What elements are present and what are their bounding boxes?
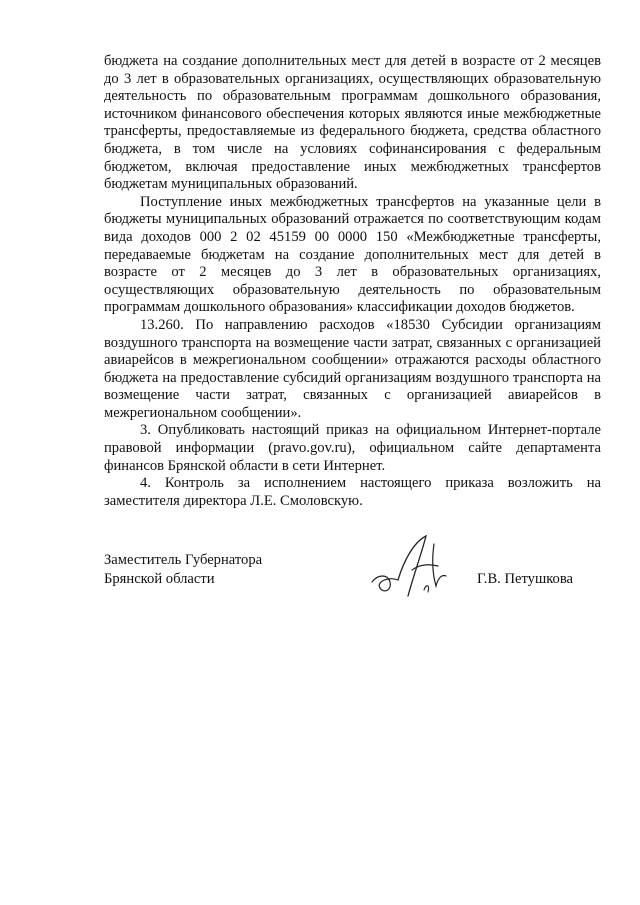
paragraph-budget-continuation: бюджета на создание дополнительных мест для детей в возрасте от 2 месяцев до 3 лет в образовательных организациях, осуществляющих образовательную деятельность по образовательным программам дошкольного образования, источником финансового обеспечения которых являются иные межбюджетные трансферты, предоставляемые из федерального бюджета, средства областного бюджета, в том числе на условиях софинансирования с федеральным бюджетом, включая предоставление иных межбюджетных трансфертов бюджетам муниципальных образований. — [104, 53, 601, 193]
paragraph-13-260: 13.260. По направлению расходов «18530 Субсидии организациям воздушного транспорта на возмещение части затрат, связанных с организацией авиарейсов в межрегиональном сообщении» отражаются расходы областного бюджета на предоставление субсидий организациям воздушного транспорта на возмещение части затрат, связанных с организацией авиарейсов в межрегиональном сообщении». — [104, 316, 601, 421]
paragraph-item-4-control: 4. Контроль за исполнением настоящего приказа возложить на заместителя директора Л.Е. Смоловскую. — [104, 475, 601, 509]
signatory-name: Г.В. Петушкова — [477, 571, 574, 587]
signatory-position-line1: Заместитель Губернатора — [104, 552, 263, 568]
signatory-position-line2: Брянской области — [104, 571, 215, 587]
paragraph-item-3-publish: 3. Опубликовать настоящий приказ на официальном Интернет-портале правовой информации (pravo.gov.ru), официальном сайте департамента финансов Брянской области в сети Интернет. — [104, 422, 601, 474]
paragraph-transfer-receipts: Поступление иных межбюджетных трансфертов на указанные цели в бюджеты муниципальных образований отражается по соответствующим кодам вида доходов 000 2 02 45159 00 0000 150 «Межбюджетные трансферты, передаваемые бюджетам на создание дополнительных мест для детей в возрасте от 2 месяцев до 3 лет в образовательных организациях, осуществляющих образовательную деятельность по образовательным программам дошкольного образования» классификации доходов бюджетов. — [104, 193, 601, 316]
signatory-position — [104, 551, 262, 589]
handwritten-signature — [368, 530, 468, 602]
document-body — [104, 53, 601, 510]
